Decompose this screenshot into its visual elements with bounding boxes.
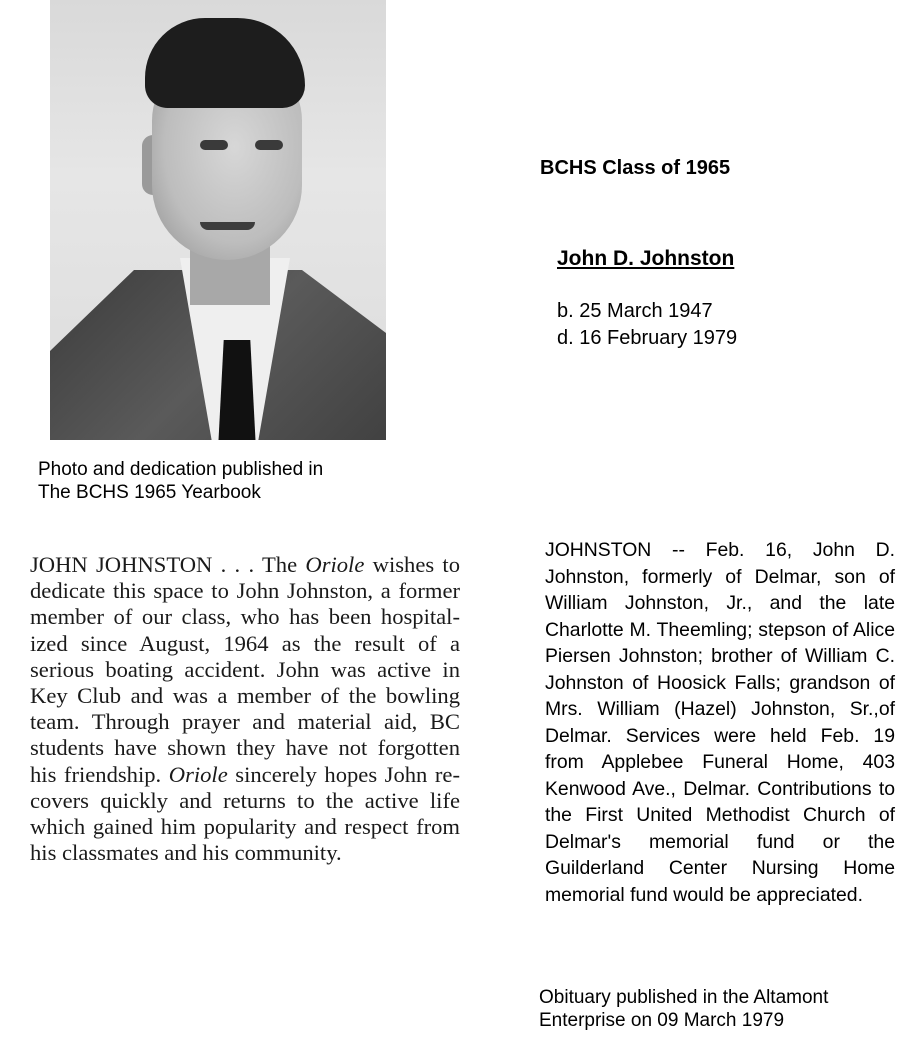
- photo-mouth: [200, 222, 255, 230]
- yearbook-portrait-photo: [50, 0, 386, 440]
- obituary-caption-line1: Obituary published in the Altamont: [539, 987, 829, 1008]
- photo-left-eye: [200, 140, 228, 150]
- photo-caption: [38, 458, 398, 504]
- obituary-text: JOHNSTON -- Feb. 16, John D. Johnston, formerly of Delmar, son of William Johnston, Jr., and the late Charlotte M. Theemling; stepson of Alice Piersen Johnston; brother of William C. Johnston of Hoosick Falls; grandson of Mrs. William (Hazel) Johnston, Sr.,of Delmar. Services were held Feb. 19 from Applebee Funeral Home, 403 Kenwood Ave., Delmar. Contributions to the First United Methodist Church of Delmar's memorial fund or the Guilderland Center Nursing Home memorial fund would be appreciated.: [545, 539, 895, 906]
- photo-caption-line1: Photo and dedication published in: [38, 459, 324, 480]
- obituary-caption: [539, 986, 899, 1032]
- dedication-oriole-2: Oriole: [168, 761, 228, 787]
- class-title: BCHS Class of 1965: [540, 157, 731, 179]
- photo-hair: [145, 18, 305, 108]
- dedication-text-3: sincerely hopes John recovers quickly and returns to the active life which gained him popularity and respect from his classmates and his community.: [30, 761, 460, 866]
- death-date: d. 16 February 1979: [557, 327, 738, 349]
- dedication-text-1: JOHN JOHNSTON . . . The: [30, 552, 306, 577]
- dedication-oriole-1: Oriole: [305, 552, 365, 577]
- obituary-caption-line2: Enterprise on 09 March 1979: [539, 1010, 785, 1031]
- photo-right-eye: [255, 140, 283, 150]
- person-name: John D. Johnston: [557, 247, 735, 270]
- birth-date: b. 25 March 1947: [557, 300, 713, 322]
- photo-caption-line2: The BCHS 1965 Yearbook: [38, 482, 261, 503]
- yearbook-dedication: [30, 552, 460, 866]
- dedication-text-2: wishes to dedicate this space to John Johnston, a former member of our class, who has been hospitalized since August, 1964 as the result of a serious boating accident. John was active in Key Club and was a member of the bowling team. Through prayer and material aid, BC students have shown they have not forgotten his friendship.: [30, 552, 460, 787]
- photo-tie: [218, 340, 256, 440]
